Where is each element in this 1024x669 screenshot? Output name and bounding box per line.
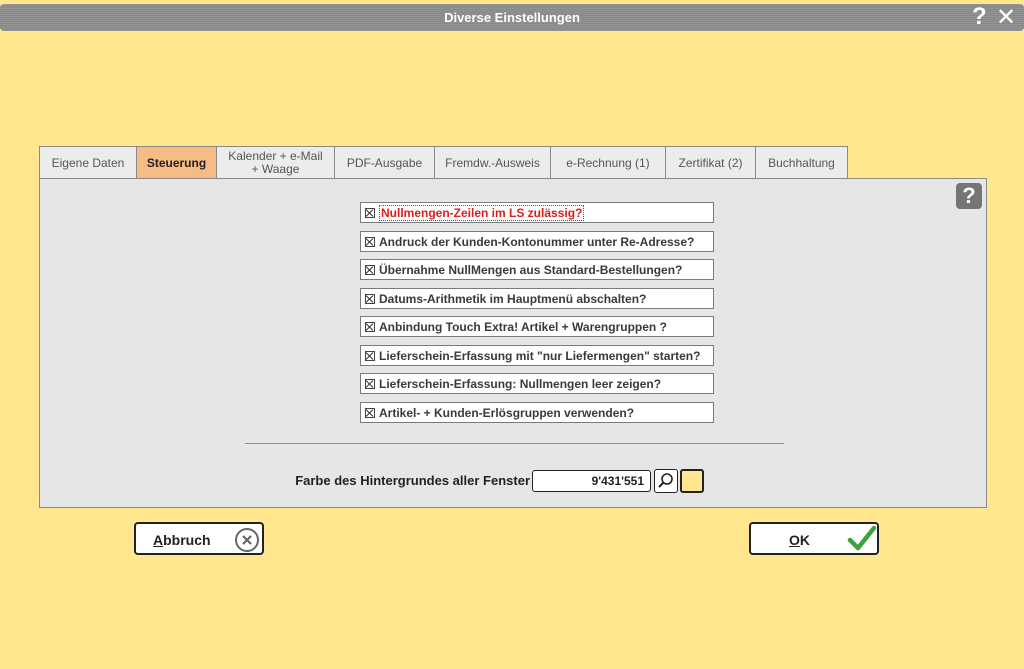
- ok-button-label: [789, 532, 810, 548]
- tab-label: Zertifikat (2): [678, 155, 743, 170]
- tab-label: Steuerung: [146, 155, 207, 170]
- tab-label: Fremdw.-Ausweis: [445, 155, 540, 170]
- option-label: Nullmengen-Zeilen im LS zulässig?: [381, 205, 583, 220]
- option-datums-arithmetik[interactable]: [360, 288, 714, 309]
- tab-eigene-daten[interactable]: [39, 146, 137, 179]
- option-erloesgruppen[interactable]: [360, 402, 714, 423]
- tab-fremdw-ausweis[interactable]: [434, 146, 551, 179]
- cancel-circle-x-icon: [234, 527, 260, 553]
- tab-label: PDF-Ausgabe: [346, 155, 423, 170]
- option-nullmengen-zeilen[interactable]: [360, 202, 714, 223]
- background-color-label: Farbe des Hintergrundes aller Fenster: [295, 473, 530, 488]
- settings-panel: [39, 178, 987, 508]
- checkbox-checked-icon[interactable]: [365, 208, 375, 218]
- tab-e-rechnung[interactable]: [550, 146, 666, 179]
- tab-steuerung[interactable]: [136, 146, 217, 179]
- option-anbindung-touch-extra[interactable]: [360, 316, 714, 337]
- tab-label: Kalender + e-Mail + Waage: [228, 149, 323, 176]
- checkmark-icon: [847, 525, 877, 553]
- checkbox-checked-icon[interactable]: [365, 351, 375, 361]
- option-label: Übernahme NullMengen aus Standard-Bestellungen?: [379, 262, 683, 277]
- option-andruck-kontonummer[interactable]: [360, 231, 714, 252]
- magnifier-icon: [655, 470, 677, 492]
- checkbox-checked-icon[interactable]: [365, 379, 375, 389]
- color-search-button[interactable]: [654, 469, 678, 493]
- label-rest: K: [799, 532, 811, 548]
- option-lieferschein-nullmengen-leer[interactable]: [360, 373, 714, 394]
- divider: [245, 443, 784, 444]
- title-bar: [0, 4, 1024, 31]
- option-lieferschein-nur-liefermengen[interactable]: [360, 345, 714, 366]
- tab-label: e-Rechnung (1): [566, 155, 650, 170]
- mnemonic: O: [789, 532, 800, 548]
- close-icon[interactable]: ✕: [996, 4, 1017, 31]
- checkbox-checked-icon[interactable]: [365, 265, 375, 275]
- mnemonic: A: [153, 532, 164, 548]
- option-label: Lieferschein-Erfassung: Nullmengen leer zeigen?: [379, 376, 662, 391]
- ok-button[interactable]: [749, 522, 879, 555]
- checkbox-checked-icon[interactable]: [365, 237, 375, 247]
- tab-label: Eigene Daten: [51, 155, 125, 170]
- option-label: Lieferschein-Erfassung mit "nur Liefermengen" starten?: [379, 348, 701, 363]
- checkbox-checked-icon[interactable]: [365, 294, 375, 304]
- checkbox-checked-icon[interactable]: [365, 322, 375, 332]
- tab-kalender-email-waage[interactable]: [216, 146, 335, 179]
- option-label: Datums-Arithmetik im Hauptmenü abschalten?: [379, 291, 647, 306]
- help-icon[interactable]: ?: [972, 3, 987, 30]
- tab-label: Buchhaltung: [768, 155, 835, 170]
- tab-buchhaltung[interactable]: [755, 146, 848, 179]
- background-color-field[interactable]: 9'431'551: [532, 470, 651, 492]
- option-label: Andruck der Kunden-Kontonummer unter Re-Adresse?: [379, 234, 695, 249]
- window-title: Diverse Einstellungen: [444, 10, 580, 25]
- tab-pdf-ausgabe[interactable]: [334, 146, 435, 179]
- panel-help-icon[interactable]: ?: [956, 183, 982, 209]
- tab-zertifikat[interactable]: [665, 146, 756, 179]
- cancel-button[interactable]: [134, 522, 264, 555]
- label-rest: bbruch: [163, 532, 211, 548]
- checkbox-checked-icon[interactable]: [365, 408, 375, 418]
- option-label: Artikel- + Kunden-Erlösgruppen verwenden?: [379, 405, 635, 420]
- option-uebernahme-nullmengen[interactable]: [360, 259, 714, 280]
- color-swatch[interactable]: [680, 469, 704, 493]
- cancel-button-label: [153, 532, 211, 548]
- option-label: Anbindung Touch Extra! Artikel + Warengruppen ?: [379, 319, 667, 334]
